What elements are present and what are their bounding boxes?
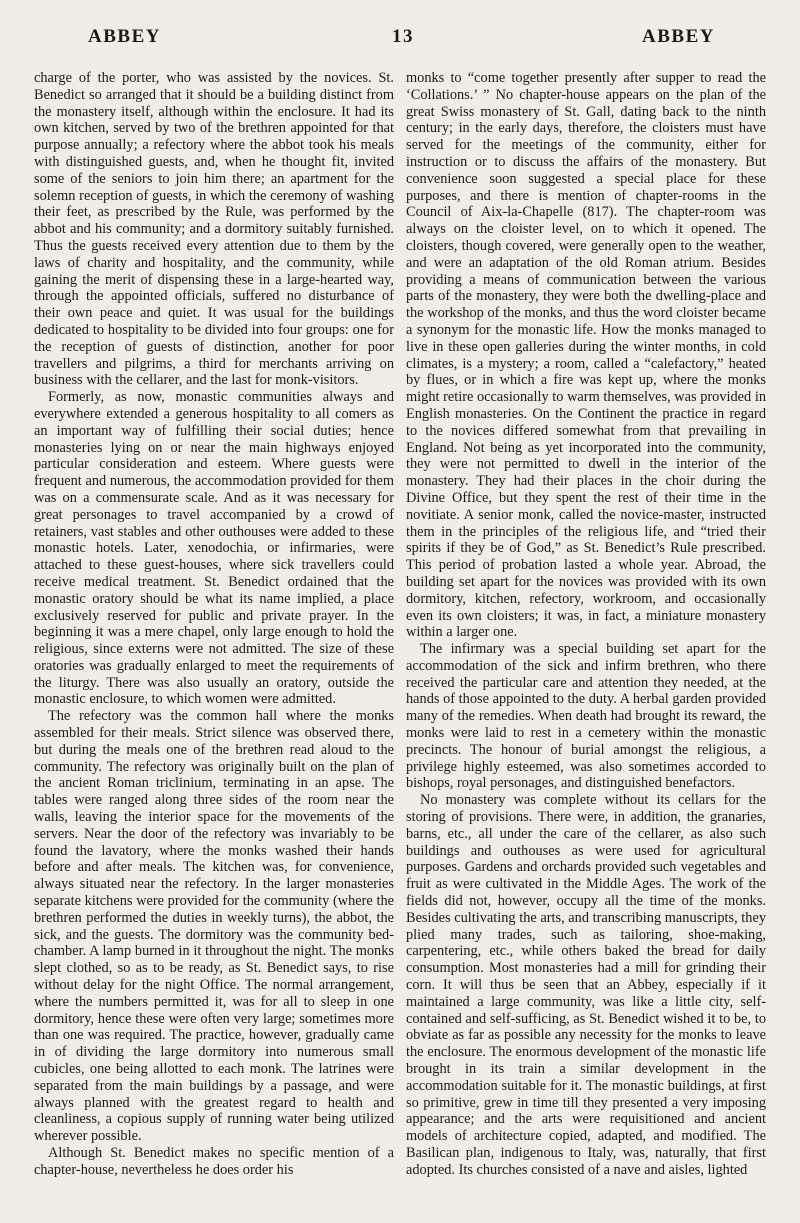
paragraph: charge of the porter, who was assisted by the novices. St. Benedict so arranged that it should be a building distinct from the monastery itself, although within the enclosure. It had its own kitchen, served by two of the brethren appointed for that purpose annually; a refectory where the abbot took his meals with distinguished guests, and, when he thought fit, invited some of the seniors to join him there; an apartment for the solemn reception of guests, in which the ceremony of washing their feet, as prescribed by the Rule, was performed by the abbot and his community; and a dormitory suitably furnished. Thus the guests received every attention due to them by the laws of charity and hospitality, and the community, while gaining the merit of dispensing these in a large-hearted way, through the appointed officials, suffered no disturbance of their own peace and quiet. It was usual for the buildings dedicated to hospitality to be divided into four groups: one for the reception of guests of distinction, another for poor travellers and pilgrims, a third for merchants arriving on business with the cellarer, and the last for monk-visitors.: [34, 70, 394, 389]
paragraph: The refectory was the common hall where the monks assembled for their meals. Strict silence was observed there, but during the meals one of the brethren read aloud to the community. The refectory was originally built on the plan of the ancient Roman triclinium, terminating in an apse. The tables were ranged along three sides of the room near the walls, leaving the interior space for the movements of the servers. Near the door of the refectory was invariably to be found the lavatory, where the monks washed their hands before and after meals. The kitchen was, for convenience, always situated near the refectory. In the larger monasteries separate kitchens were provided for the community (where the brethren performed the duties in weekly turns), the abbot, the sick, and the guests. The dormitory was the community bed-chamber. A lamp burned in it throughout the night. The monks slept clothed, so as to be ready, as St. Benedict says, to rise without delay for the night Office. The normal arrangement, where the numbers permitted it, was for all to sleep in one dormitory, hence these were often very large; sometimes more than one was required. The practice, however, gradually came in of dividing the large dormitory into numerous small cubicles, one being allotted to each monk. The latrines were separated from the main buildings by a passage, and were always planned with the greatest regard to health and cleanliness, a copious supply of running water being utilized wherever possible.: [34, 708, 394, 1145]
paragraph: No monastery was complete without its cellars for the storing of provisions. There were, in addition, the granaries, barns, etc., all under the care of the cellarer, as also such buildings and outhouses as were used for agricultural purposes. Gardens and orchards provided such vegetables and fruit as were cultivated in the Middle Ages. The work of the fields did not, however, occupy all the time of the monks. Besides cultivating the arts, and transcribing manuscripts, they plied many trades, such as tailoring, shoe-making, carpentering, etc., while others baked the bread for daily consumption. Most monasteries had a mill for grinding their corn. It will thus be seen that an Abbey, especially if it maintained a large community, was like a little city, self-contained and self-sufficing, as St. Benedict wished it to be, to obviate as far as possible any necessity for the monks to leave the enclosure. The enormous development of the monastic life brought in its train a similar development in the accommodation suitable for it. The monastic buildings, at first so primitive, grew in time till they presented a very imposing appearance; and the arts were requisitioned and ancient models of architecture copied, adapted, and modified. The Basilican plan, indigenous to Italy, was, naturally, that first adopted. Its churches consisted of a nave and aisles, lighted: [406, 792, 766, 1178]
left-text-column: [34, 70, 394, 1220]
paragraph: The infirmary was a special building set apart for the accommodation of the sick and infirm brethren, who there received the particular care and attention they needed, at the hands of those appointed to the duty. A herbal garden provided many of the remedies. When death had brought its reward, the monks were laid to rest in a cemetery within the monastic precincts. The honour of burial amongst the religious, a privilege highly esteemed, was also sometimes accorded to bishops, royal personages, and distinguished benefactors.: [406, 641, 766, 792]
paragraph: Formerly, as now, monastic communities always and everywhere extended a generous hospitality to all comers as an important way of fulfilling their social duties; hence monasteries lying on or near the main highways enjoyed particular consideration and esteem. Where guests were frequent and numerous, the accommodation provided for them was on a commensurate scale. And as it was necessary for great personages to travel accompanied by a crowd of retainers, vast stables and other outhouses were added to these monastic hotels. Later, xenodochia, or infirmaries, were attached to these guest-houses, where sick travellers could receive medical treatment. St. Benedict ordained that the monastic oratory should be what its name implied, a place exclusively reserved for public and private prayer. In the beginning it was a mere chapel, only large enough to hold the religious, since externs were not admitted. The size of these oratories was gradually enlarged to meet the requirements of the liturgy. There was also usually an oratory, outside the monastic enclosure, to which women were admitted.: [34, 389, 394, 708]
paragraph: Although St. Benedict makes no specific mention of a chapter-house, nevertheless he does order his: [34, 1145, 394, 1178]
running-title-left: ABBEY: [88, 26, 161, 47]
page-number: 13: [392, 26, 414, 47]
running-head: [0, 26, 800, 56]
running-title-right: ABBEY: [642, 26, 715, 47]
right-text-column: [406, 70, 766, 1220]
paragraph: monks to “come together presently after supper to read the ‘Collations.’ ” No chapter-house appears on the plan of the great Swiss monastery of St. Gall, dating back to the ninth century; in the early days, therefore, the cloisters must have served for the meetings of the community, either for instruction or to discuss the affairs of the monastery. But convenience soon suggested a special place for these purposes, and there is mention of chapter-rooms in the Council of Aix-la-Chapelle (817). The chapter-room was always on the cloister level, on to which it opened. The cloisters, though covered, were generally open to the weather, and were an adaptation of the old Roman atrium. Besides providing a means of communication between the various parts of the monastery, they were both the dwelling-place and the workshop of the monks, and thus the word cloister became a synonym for the monastic life. How the monks managed to live in these open galleries during the winter months, in cold climates, is a mystery; a room, called a “calefactory,” heated by flues, or in which a fire was kept up, where the monks might retire occasionally to warm themselves, was provided in English monasteries. On the Continent the practice in regard to the novices differed somewhat from that prevailing in England. Not being as yet incorporated into the community, they were not permitted to dwell in the interior of the monastery. They had their places in the choir during the Divine Office, but they spent the rest of their time in the novitiate. A senior monk, called the novice-master, instructed them in the principles of the religious life, and “tried their spirits if they be of God,” as St. Benedict’s Rule prescribed. This period of probation lasted a whole year. Abroad, the building set apart for the novices was provided with its own dormitory, kitchen, refectory, workroom, and occasionally even its own cloisters; it was, in fact, a miniature monastery within a larger one.: [406, 70, 766, 641]
